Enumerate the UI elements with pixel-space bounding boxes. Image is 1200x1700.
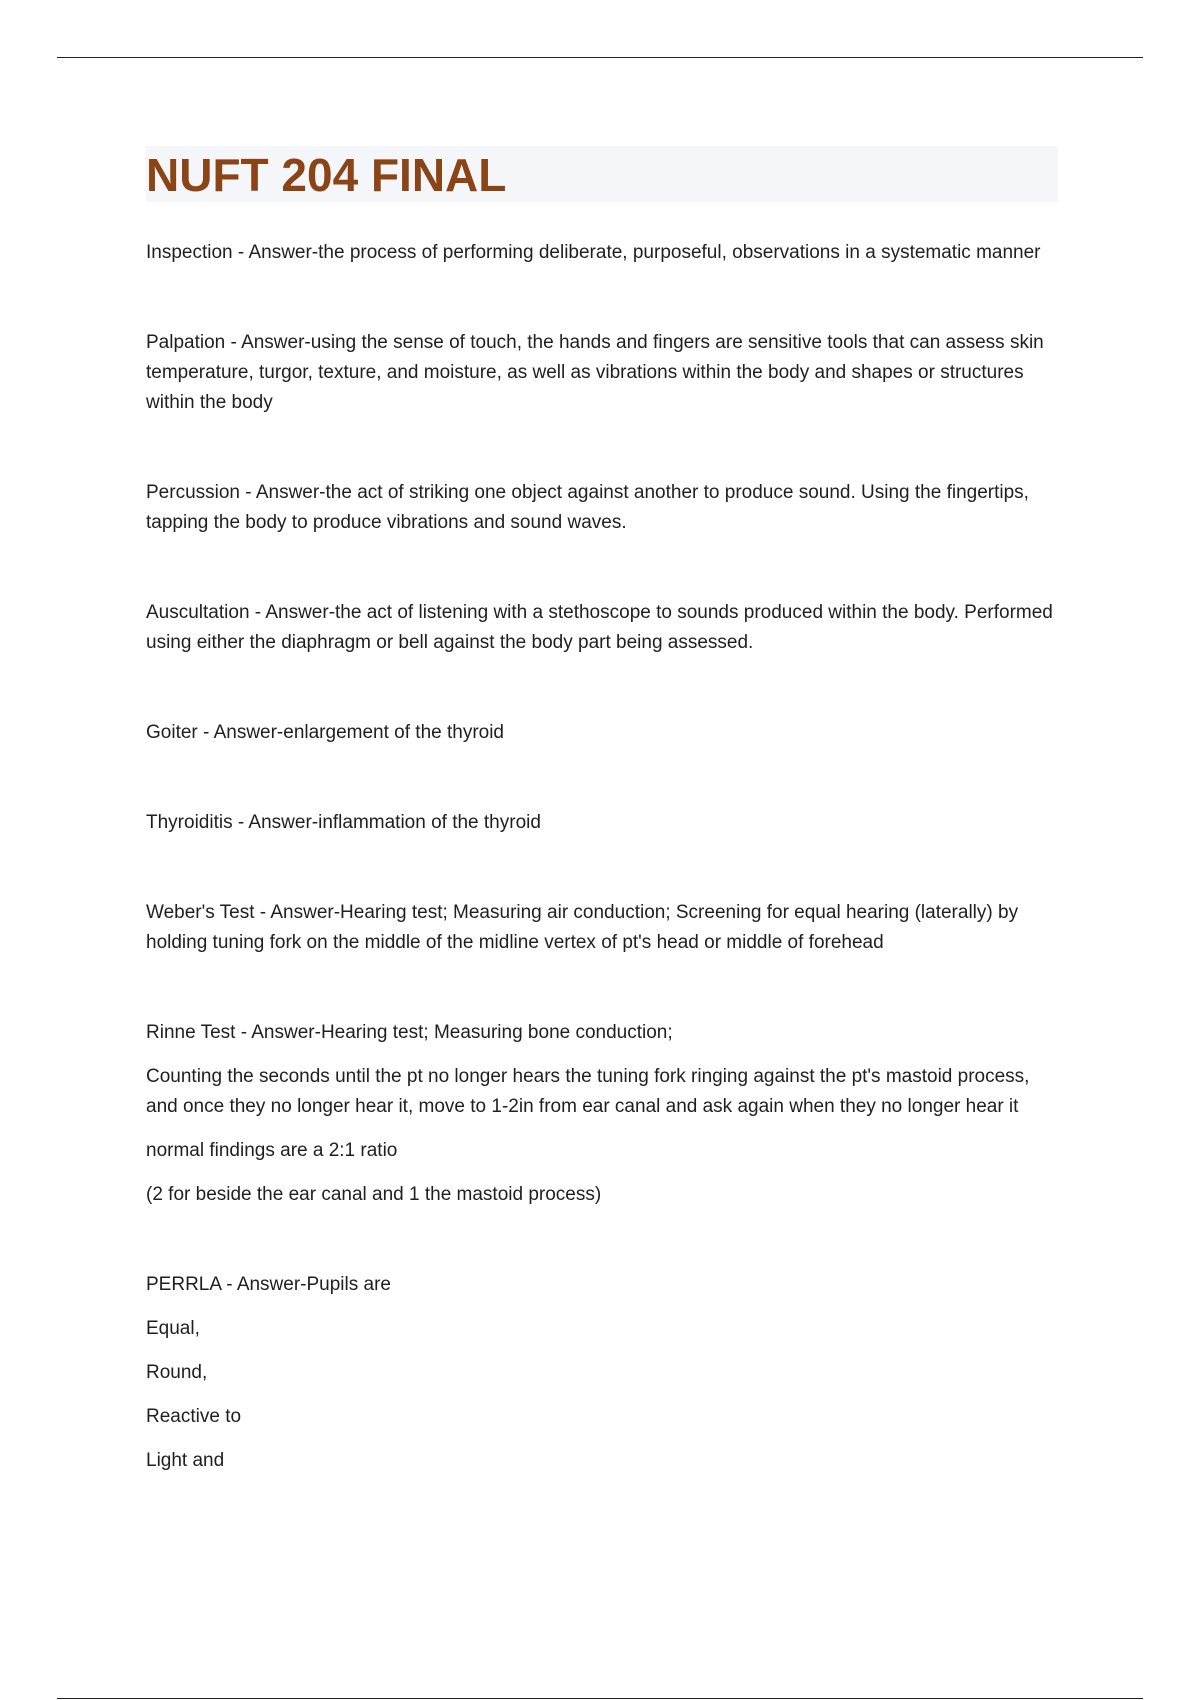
entry-text: Auscultation - Answer-the act of listening with a stethoscope to sounds produced within the body. Performed using either the diaphragm or bell against the body part being assessed. [146,602,1053,653]
entry-text: Equal, [146,1318,200,1339]
entry-thyroiditis [146,808,1058,838]
entry-palpation [146,328,1058,418]
document-title: NUFT 204 FINAL [146,149,507,201]
entry-text: Counting the seconds until the pt no longer hears the tuning fork ringing against the pt's mastoid process, and once they no longer hear it, move to 1-2in from ear canal and ask again when they no longer hear it [146,1066,1030,1117]
entry-webers-test [146,898,1058,958]
document-body [146,146,1058,1536]
entry-text: normal findings are a 2:1 ratio [146,1140,398,1161]
entry-rinne-test [146,1018,1058,1210]
entry-text: Weber's Test - Answer-Hearing test; Measuring air conduction; Screening for equal hearing (laterally) by holding tuning fork on the middle of the midline vertex of pt's head or middle of forehead [146,902,1019,953]
entry-text: Palpation - Answer-using the sense of touch, the hands and fingers are sensitive tools that can assess skin temperature, turgor, texture, and moisture, as well as vibrations within the body and shapes or structures within the body [146,332,1044,413]
entry-text: Thyroiditis - Answer-inflammation of the thyroid [146,812,541,833]
entry-text: Goiter - Answer-enlargement of the thyroid [146,722,505,743]
entry-text: (2 for beside the ear canal and 1 the mastoid process) [146,1184,602,1205]
entry-text: Rinne Test - Answer-Hearing test; Measuring bone conduction; [146,1022,673,1043]
entry-text: Round, [146,1362,208,1383]
entry-perrla [146,1270,1058,1476]
entry-goiter [146,718,1058,748]
entry-text: Inspection - Answer-the process of performing deliberate, purposeful, observations in a systematic manner [146,242,1041,263]
top-rule [57,57,1143,58]
bottom-rule [57,1698,1143,1699]
entry-text: Reactive to [146,1406,242,1427]
entry-inspection [146,238,1058,268]
title-banner [146,146,1058,202]
entry-text: Percussion - Answer-the act of striking one object against another to produce sound. Using the fingertips, tapping the body to produce vibrations and sound waves. [146,482,1029,533]
entry-text: PERRLA - Answer-Pupils are [146,1274,391,1295]
entry-auscultation [146,598,1058,658]
entry-percussion [146,478,1058,538]
entry-text: Light and [146,1450,225,1471]
